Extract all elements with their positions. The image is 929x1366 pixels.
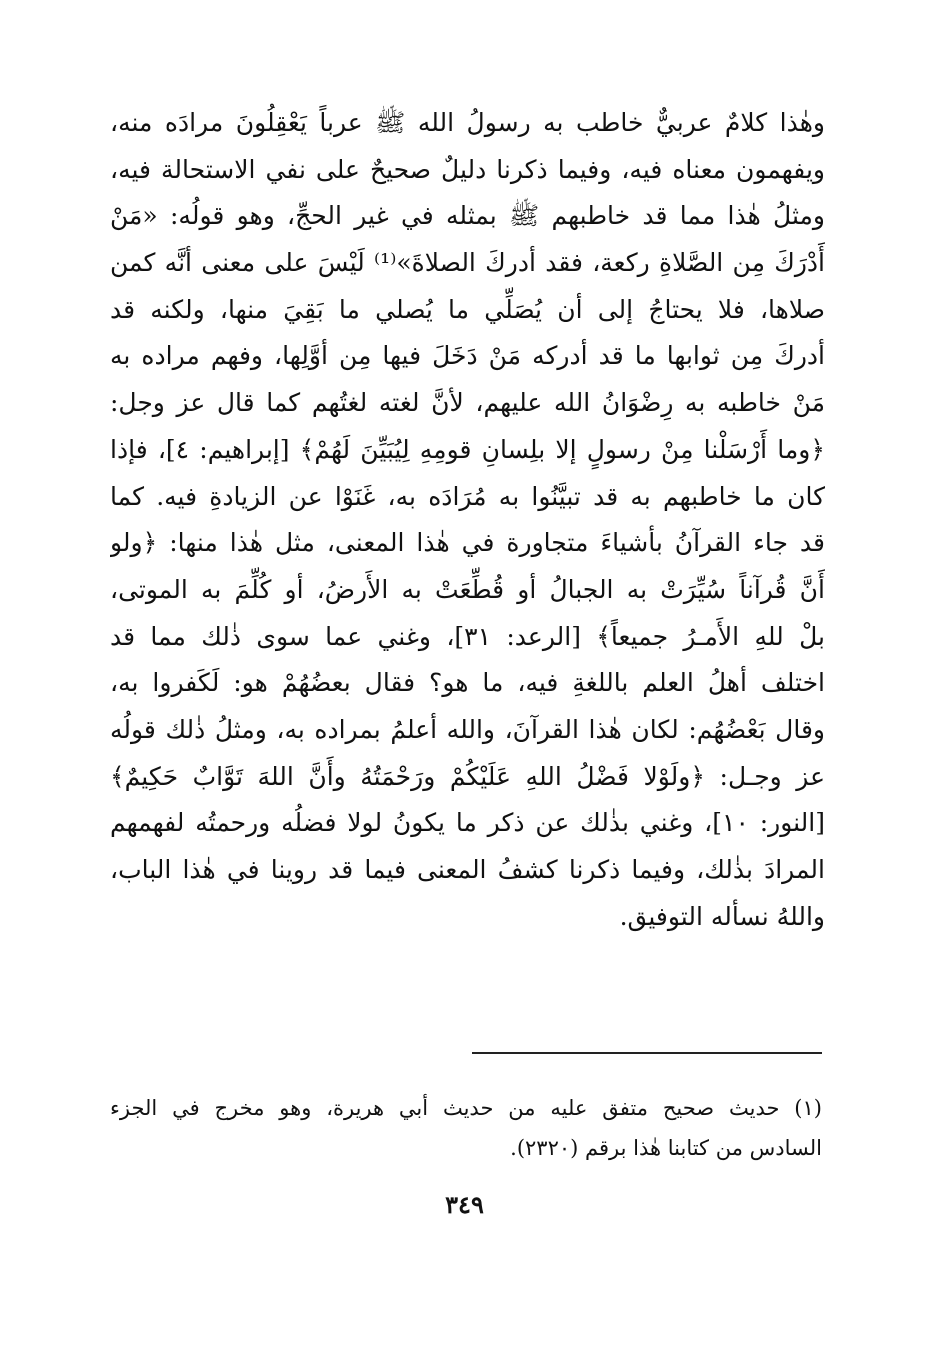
text-line: ومثلُ هٰذا مما قد خاطبهم ﷺ بمثله في غير الحجِّ، وهو قولُه: «مَنْ [110,201,825,231]
text-line: أَنَّ قُرآناً سُيِّرَتْ به الجبالُ أو قُطِّعَتْ به الأَرضُ، أو كُلِّمَ به الموتى، [110,574,825,604]
text-line: ويفهمون معناه فيه، وفيما ذكرنا دليلٌ صحيحٌ على نفي الاستحالة فيه، [110,154,825,184]
text-line: المرادَ بذٰلك، وفيما ذكرنا كشفُ المعنى فيما قد روينا في هٰذا الباب، [110,855,825,884]
text-line: واللهُ نسأله التوفيق. [619,901,825,931]
text-line: عز وجـل: ﴿ولَوْلا فَضْلُ اللهِ عَلَيْكُمْ ورَحْمَتُهُ وأَنَّ اللهَ تَوَّابٌ حَكِيمٌ﴾ [110,761,825,791]
text-line: أَدْرَكَ مِن الصَّلاةِ ركعة، فقد أدركَ الصلاةَ»⁽¹⁾ لَيْسَ على معنى أنَّه كمن [110,248,825,278]
footnote-separator [472,1052,822,1054]
text-line: بلْ للهِ الأَمـرُ جميعاً﴾ [الرعد: ٣١]، وغني عما سوى ذٰلك مما قد [110,621,825,651]
main-text-block [110,100,825,940]
text-line: ﴿وما أَرْسَلْنا مِنْ رسولٍ إلا بلِسانِ قومِهِ لِيُبَيِّنَ لَهُمْ﴾ [إبراهيم: ٤]، فإذا [110,434,825,464]
text-line: اختلف أهلُ العلم باللغةِ فيه، ما هو؟ فقال بعضُهُمْ هو: لَكَفروا به، [110,668,825,698]
text-line: صلاها، فلا يحتاجُ إلى أن يُصَلِّي ما يُصلي ما بَقِيَ منها، ولكنه قد [110,294,825,324]
text-line: وقال بَعْضُهُم: لكان هٰذا القرآنَ، والله أعلمُ بمراده به، ومثلُ ذٰلك قولُه [110,714,825,744]
text-line: وهٰذا كلامٌ عربيٌّ خاطب به رسولُ الله ﷺ عرباً يَعْقِلُونَ مرادَه منه، [110,108,825,137]
page-number: ٣٤٩ [445,1190,484,1219]
footnote-block [110,1088,822,1168]
text-line: [النور: ١٠]، وغني بذٰلك عن ذكر ما يكونُ لولا فضلُه ورحمتُه لفهمهم [110,808,825,838]
text-line: كان ما خاطبهم به قد تبيَّنُوا به مُرَادَه به، غَنَوْا عن الزيادةِ فيه. كما [110,481,825,511]
text-line: قد جاء القرآنُ بأشياءَ متجاورة في هٰذا المعنى، مثل هٰذا منها: ﴿ولو [110,528,825,558]
text-line: مَنْ خاطبه به رِضْوَانُ الله عليهم، لأنَّ لغته لغتُهم كما قال عز وجل: [110,388,825,418]
footnote-line: السادس من كتابنا هٰذا برقم (٢٣٢٠). [510,1136,822,1160]
text-line: أدركَ مِن ثوابها ما قد أدركه مَنْ دَخَلَ فيها مِن أوَّلِها، وفهم مراده به [110,341,825,371]
footnote-line: (١) حديث صحيح متفق عليه من حديث أبي هريرة، وهو مخرج في الجزء [110,1096,822,1120]
